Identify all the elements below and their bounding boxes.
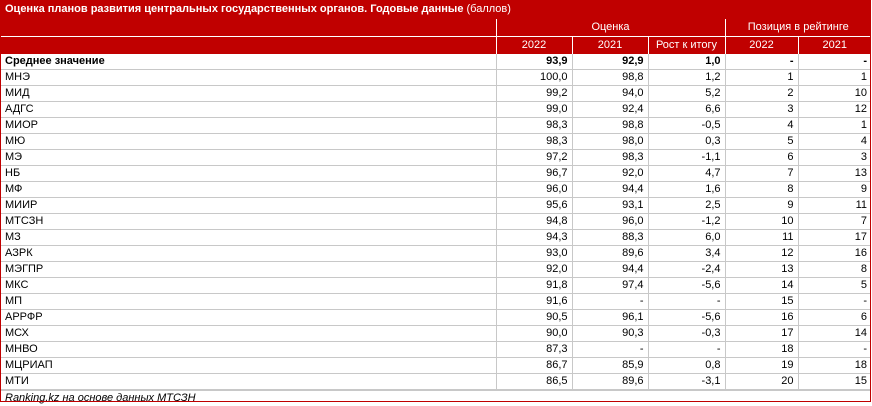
score-2021-cell: 85,9 xyxy=(572,358,648,374)
rank-2022-cell: - xyxy=(725,54,798,70)
org-name-cell: МНЭ xyxy=(0,70,496,86)
rank-2022-cell: 1 xyxy=(725,70,798,86)
header-group-rank: Позиция в рейтинге xyxy=(725,19,871,37)
rank-2021-cell: 11 xyxy=(798,198,871,214)
rank-2021-cell: 3 xyxy=(798,150,871,166)
org-name-cell: МЭГПР xyxy=(0,262,496,278)
org-name-cell: АДГС xyxy=(0,102,496,118)
org-name-cell: НБ xyxy=(0,166,496,182)
growth-cell: 2,5 xyxy=(648,198,725,214)
score-2021-cell: 98,3 xyxy=(572,150,648,166)
header-empty-2 xyxy=(0,37,496,55)
score-2022-cell: 94,8 xyxy=(496,214,572,230)
table-body xyxy=(0,54,871,390)
title-main: Оценка планов развития центральных государственных органов. Годовые данные xyxy=(5,3,464,15)
table-row xyxy=(0,294,871,310)
score-2022-cell: 98,3 xyxy=(496,118,572,134)
score-2021-cell: 96,1 xyxy=(572,310,648,326)
score-2022-cell: 98,3 xyxy=(496,134,572,150)
score-2021-cell: 98,8 xyxy=(572,118,648,134)
growth-cell: 1,0 xyxy=(648,54,725,70)
growth-cell: 0,3 xyxy=(648,134,725,150)
score-2021-cell: 94,4 xyxy=(572,262,648,278)
rank-2022-cell: 8 xyxy=(725,182,798,198)
average-row xyxy=(0,54,871,70)
score-2022-cell: 97,2 xyxy=(496,150,572,166)
score-2022-cell: 93,0 xyxy=(496,246,572,262)
header-rank-2021: 2021 xyxy=(798,37,871,55)
header-row-columns xyxy=(0,37,871,55)
score-2021-cell: 94,4 xyxy=(572,182,648,198)
score-2022-cell: 86,7 xyxy=(496,358,572,374)
score-2021-cell: 92,0 xyxy=(572,166,648,182)
org-name-cell: МИОР xyxy=(0,118,496,134)
table-row xyxy=(0,246,871,262)
title-unit: (баллов) xyxy=(466,3,511,15)
score-2021-cell: 96,0 xyxy=(572,214,648,230)
rank-2022-cell: 5 xyxy=(725,134,798,150)
rank-2022-cell: 15 xyxy=(725,294,798,310)
org-name-cell: МКС xyxy=(0,278,496,294)
org-name-cell: МИИР xyxy=(0,198,496,214)
score-2022-cell: 96,0 xyxy=(496,182,572,198)
org-name-cell: Среднее значение xyxy=(0,54,496,70)
score-2021-cell: 92,4 xyxy=(572,102,648,118)
score-2021-cell: 98,8 xyxy=(572,70,648,86)
rank-2021-cell: 9 xyxy=(798,182,871,198)
score-2022-cell: 96,7 xyxy=(496,166,572,182)
rank-2022-cell: 10 xyxy=(725,214,798,230)
score-2021-cell: 89,6 xyxy=(572,246,648,262)
org-name-cell: МТСЗН xyxy=(0,214,496,230)
rank-2022-cell: 4 xyxy=(725,118,798,134)
growth-cell: -2,4 xyxy=(648,262,725,278)
score-2022-cell: 90,5 xyxy=(496,310,572,326)
rank-2021-cell: 7 xyxy=(798,214,871,230)
rank-2022-cell: 19 xyxy=(725,358,798,374)
rank-2021-cell: 16 xyxy=(798,246,871,262)
org-name-cell: МЮ xyxy=(0,134,496,150)
rank-2021-cell: 4 xyxy=(798,134,871,150)
score-2022-cell: 99,0 xyxy=(496,102,572,118)
rank-2021-cell: 5 xyxy=(798,278,871,294)
header-empty xyxy=(0,19,496,37)
rank-2021-cell: 10 xyxy=(798,86,871,102)
rank-2021-cell: - xyxy=(798,294,871,310)
org-name-cell: МИД xyxy=(0,86,496,102)
header-rank-2022: 2022 xyxy=(725,37,798,55)
table-row xyxy=(0,70,871,86)
rank-2022-cell: 20 xyxy=(725,374,798,390)
growth-cell: -1,2 xyxy=(648,214,725,230)
growth-cell: 1,6 xyxy=(648,182,725,198)
growth-cell: 0,8 xyxy=(648,358,725,374)
table-row xyxy=(0,230,871,246)
org-name-cell: МЗ xyxy=(0,230,496,246)
rank-2022-cell: 7 xyxy=(725,166,798,182)
rank-2022-cell: 12 xyxy=(725,246,798,262)
org-name-cell: АЗРК xyxy=(0,246,496,262)
rank-2021-cell: 15 xyxy=(798,374,871,390)
score-2022-cell: 93,9 xyxy=(496,54,572,70)
table-row xyxy=(0,310,871,326)
rank-2022-cell: 2 xyxy=(725,86,798,102)
rank-2021-cell: - xyxy=(798,54,871,70)
rank-2021-cell: 13 xyxy=(798,166,871,182)
table-row xyxy=(0,150,871,166)
table-row xyxy=(0,262,871,278)
header-score-2021: 2021 xyxy=(572,37,648,55)
rank-2022-cell: 3 xyxy=(725,102,798,118)
table-row xyxy=(0,118,871,134)
score-2021-cell: 92,9 xyxy=(572,54,648,70)
score-2022-cell: 92,0 xyxy=(496,262,572,278)
table-row xyxy=(0,102,871,118)
score-2022-cell: 95,6 xyxy=(496,198,572,214)
rank-2021-cell: 12 xyxy=(798,102,871,118)
table-row xyxy=(0,326,871,342)
score-2022-cell: 100,0 xyxy=(496,70,572,86)
header-group-score: Оценка xyxy=(496,19,725,37)
rank-2021-cell: 1 xyxy=(798,70,871,86)
rank-2021-cell: 14 xyxy=(798,326,871,342)
rank-2021-cell: - xyxy=(798,342,871,358)
rank-2022-cell: 17 xyxy=(725,326,798,342)
growth-cell: -5,6 xyxy=(648,310,725,326)
rank-2022-cell: 6 xyxy=(725,150,798,166)
growth-cell: -0,5 xyxy=(648,118,725,134)
score-2021-cell: 90,3 xyxy=(572,326,648,342)
org-name-cell: МСХ xyxy=(0,326,496,342)
growth-cell: -3,1 xyxy=(648,374,725,390)
growth-cell: - xyxy=(648,342,725,358)
growth-cell: 4,7 xyxy=(648,166,725,182)
growth-cell: -1,1 xyxy=(648,150,725,166)
table-row xyxy=(0,134,871,150)
score-2021-cell: 94,0 xyxy=(572,86,648,102)
score-2021-cell: - xyxy=(572,342,648,358)
org-name-cell: МФ xyxy=(0,182,496,198)
growth-cell: 3,4 xyxy=(648,246,725,262)
table-row xyxy=(0,278,871,294)
rank-2022-cell: 11 xyxy=(725,230,798,246)
rank-2022-cell: 16 xyxy=(725,310,798,326)
score-2022-cell: 91,6 xyxy=(496,294,572,310)
table-row xyxy=(0,342,871,358)
table-row xyxy=(0,182,871,198)
score-2021-cell: 93,1 xyxy=(572,198,648,214)
org-name-cell: МЭ xyxy=(0,150,496,166)
table-row xyxy=(0,198,871,214)
source-note: Ranking.kz на основе данных МТСЗН xyxy=(0,390,871,406)
growth-cell: 6,6 xyxy=(648,102,725,118)
header-score-2022: 2022 xyxy=(496,37,572,55)
rank-2022-cell: 14 xyxy=(725,278,798,294)
header-row-groups xyxy=(0,19,871,37)
score-2022-cell: 99,2 xyxy=(496,86,572,102)
growth-cell: 1,2 xyxy=(648,70,725,86)
score-2021-cell: 89,6 xyxy=(572,374,648,390)
header-growth: Рост к итогу xyxy=(648,37,725,55)
growth-cell: 5,2 xyxy=(648,86,725,102)
rank-2022-cell: 13 xyxy=(725,262,798,278)
table-row xyxy=(0,374,871,390)
org-name-cell: МНВО xyxy=(0,342,496,358)
score-2022-cell: 94,3 xyxy=(496,230,572,246)
org-name-cell: МТИ xyxy=(0,374,496,390)
org-name-cell: МЦРИАП xyxy=(0,358,496,374)
rank-2021-cell: 18 xyxy=(798,358,871,374)
growth-cell: -5,6 xyxy=(648,278,725,294)
score-2021-cell: 97,4 xyxy=(572,278,648,294)
score-2022-cell: 90,0 xyxy=(496,326,572,342)
ranking-table xyxy=(0,19,871,390)
table-row xyxy=(0,86,871,102)
score-2022-cell: 86,5 xyxy=(496,374,572,390)
score-2021-cell: - xyxy=(572,294,648,310)
table-row xyxy=(0,358,871,374)
rank-2021-cell: 8 xyxy=(798,262,871,278)
org-name-cell: МП xyxy=(0,294,496,310)
table-row xyxy=(0,166,871,182)
rank-2021-cell: 6 xyxy=(798,310,871,326)
org-name-cell: АРРФР xyxy=(0,310,496,326)
table-title xyxy=(0,0,871,19)
table-row xyxy=(0,214,871,230)
score-2021-cell: 98,0 xyxy=(572,134,648,150)
growth-cell: -0,3 xyxy=(648,326,725,342)
rank-2022-cell: 9 xyxy=(725,198,798,214)
rank-2021-cell: 1 xyxy=(798,118,871,134)
score-2022-cell: 91,8 xyxy=(496,278,572,294)
score-2021-cell: 88,3 xyxy=(572,230,648,246)
growth-cell: - xyxy=(648,294,725,310)
rank-2021-cell: 17 xyxy=(798,230,871,246)
score-2022-cell: 87,3 xyxy=(496,342,572,358)
rank-2022-cell: 18 xyxy=(725,342,798,358)
growth-cell: 6,0 xyxy=(648,230,725,246)
